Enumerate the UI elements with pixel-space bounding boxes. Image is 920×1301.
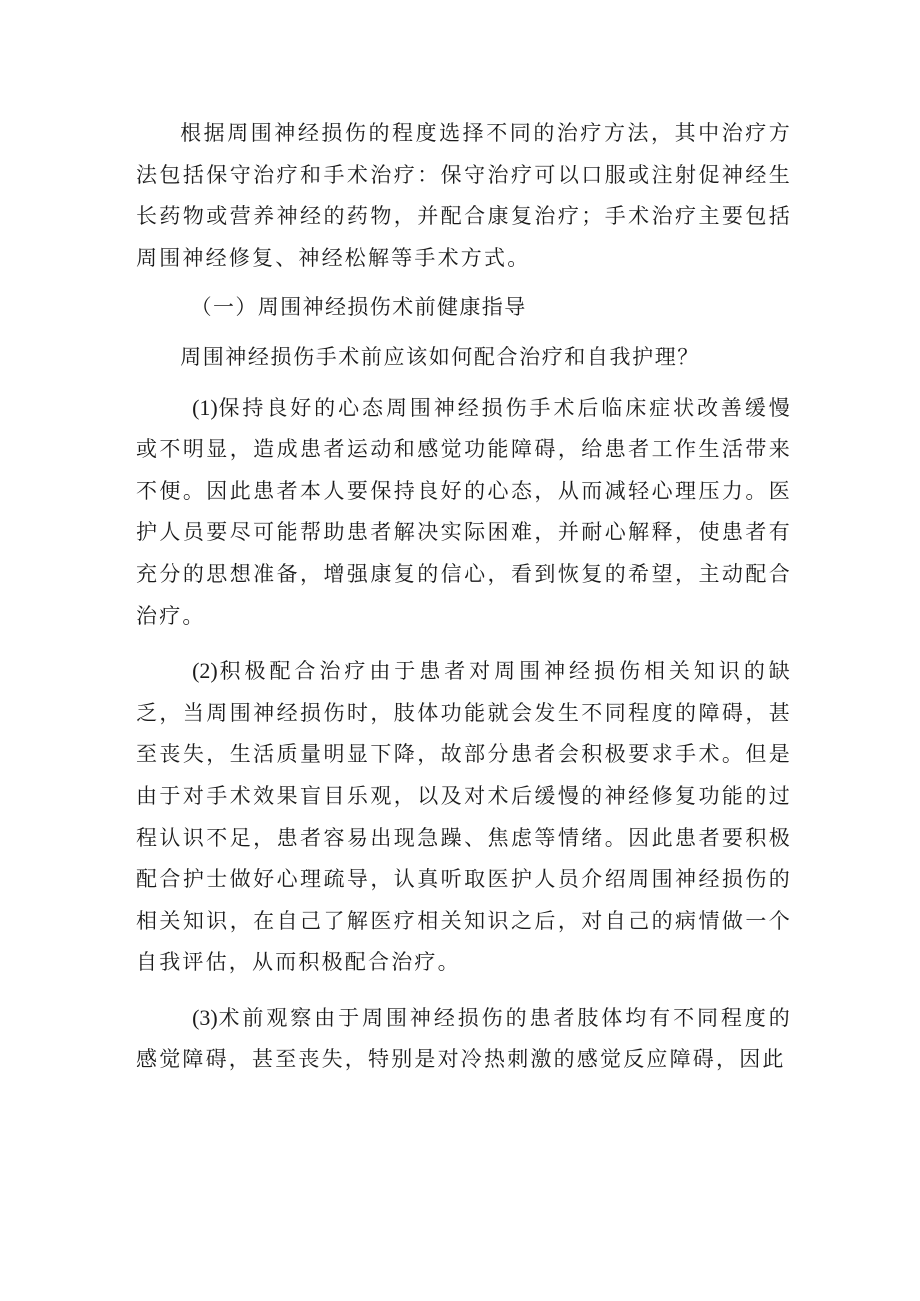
question-paragraph: 周围神经损伤手术前应该如何配合治疗和自我护理？ <box>180 344 700 369</box>
item-number-3: (3) <box>192 1004 218 1030</box>
section-heading: （一）周围神经损伤术前健康指导 <box>190 295 527 320</box>
item-paragraph-1 <box>136 387 792 638</box>
item-number-2: (2) <box>192 658 218 684</box>
item-text-1: 保持良好的心态周围神经损伤手术后临床症状改善缓慢或不明显，造成患者运动和感觉功能障碍，给患者工作生活带来不便。因此患者本人要保持良好的心态，从而减轻心理压力。医护人员要尽可能帮助患者解决实际困难，并耐心解释，使患者有充分的思想准备，增强康复的信心，看到恢复的希望，主动配合治疗。 <box>136 395 792 628</box>
intro-paragraph: 根据周围神经损伤的程度选择不同的治疗方法，其中治疗方法包括保守治疗和手术治疗：保守治疗可以口服或注射促神经生长药物或营养神经的药物，并配合康复治疗；手术治疗主要包括周围神经修复、神经松解等手术方式。 <box>136 121 792 270</box>
item-text-3: 术前观察由于周围神经损伤的患者肢体均有不同程度的感觉障碍，甚至丧失，特别是对冷热刺激的感觉反应障碍，因此 <box>136 1005 792 1072</box>
item-number-1: (1) <box>192 394 218 420</box>
item-text-2: 积极配合治疗由于患者对周围神经损伤相关知识的缺乏，当周围神经损伤时，肢体功能就会发生不同程度的障碍，甚至丧失，生活质量明显下降，故部分患者会积极要求手术。但是由于对手术效果盲目乐观，以及对术后缓慢的神经修复功能的过程认识不足，患者容易出现急躁、焦虑等情绪。因此患者要积极配合护士做好心理疏导，认真听取医护人员介绍周围神经损伤的相关知识，在自己了解医疗相关知识之后，对自己的病情做一个自我评估，从而积极配合治疗。 <box>136 659 792 975</box>
item-paragraph-3 <box>136 997 792 1081</box>
item-paragraph-2 <box>136 650 792 984</box>
